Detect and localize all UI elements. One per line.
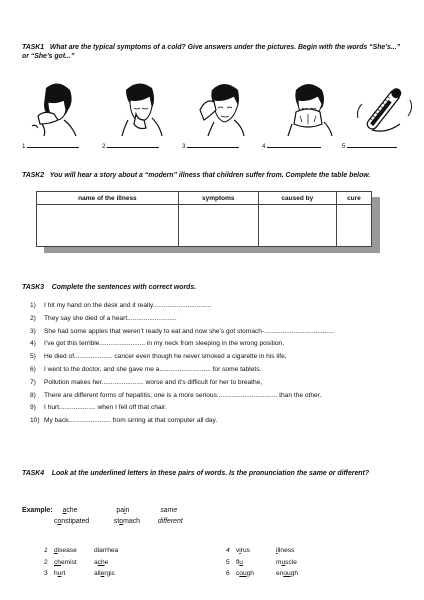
sentence-item[interactable]: 6) I went to the doctor, and she gave me a............................ for some tablets. xyxy=(30,365,262,373)
task4-instructions xyxy=(22,470,406,479)
header-cure: cure xyxy=(336,192,371,205)
task1-instructions xyxy=(22,44,406,61)
task1-label: TASK1 xyxy=(22,44,45,51)
task3-instructions xyxy=(22,284,406,293)
header-symptoms: symptoms xyxy=(178,192,258,205)
sentence-item[interactable]: 10) My back....................... from sirring at that computer all day. xyxy=(30,417,218,425)
header-caused-by: caused by xyxy=(258,192,336,205)
answer-blank-1[interactable]: 1 xyxy=(22,142,79,150)
word-pair[interactable]: 2 chemist ache xyxy=(44,558,109,566)
example-answer-same: same xyxy=(160,507,178,514)
header-name-of-illness: name of the illness xyxy=(37,192,179,205)
sentence-item[interactable]: 9) I hurt.................... when I fell off that chair. xyxy=(30,404,167,412)
example-word-constipated: constipated xyxy=(54,518,90,525)
sentence-item[interactable]: 5) He died of..................... cancer even though he never smoked a cigarette in his life, xyxy=(30,353,287,361)
task2-instructions xyxy=(22,172,406,181)
answer-blank-5[interactable]: 5 xyxy=(342,142,397,150)
task4-label: TASK4 xyxy=(22,470,45,477)
picture-runny-nose xyxy=(276,80,340,138)
cell-caused-by[interactable] xyxy=(258,205,336,247)
picture-headache xyxy=(192,80,256,138)
task3-text: Complete the sentences with correct words. xyxy=(51,284,197,291)
cell-cure[interactable] xyxy=(336,205,371,247)
cell-name-of-illness[interactable] xyxy=(37,205,179,247)
example-word-ache: ache xyxy=(62,507,78,514)
picture-thermometer xyxy=(352,80,416,138)
example-block xyxy=(22,505,183,527)
example-answer-different: different xyxy=(157,518,183,525)
example-word-pain: pain xyxy=(116,507,130,514)
sentence-item[interactable]: 1) I hit my hand on the desk and it really................................ xyxy=(30,302,212,309)
task4-text: Look at the underlined letters in these pairs of words. Is the pronunciation the same or different? xyxy=(51,470,370,477)
sentence-item[interactable]: 8) There are different forms of hepatitis; one is a more serious................................. than the other. xyxy=(30,391,322,399)
task3-label: TASK3 xyxy=(22,284,45,291)
task1-text: What are the typical symptoms of a cold? Give answers under the pictures. Begin with the words “She’s...” or “She’s got...” xyxy=(22,44,401,60)
sentence-item[interactable]: 7) Pollution makes her....................... worse and it’s difficult for her to breathe, xyxy=(30,378,263,386)
example-label: Example: xyxy=(22,507,53,514)
answer-blank-2[interactable]: 2 xyxy=(102,142,159,150)
task2-label: TASK2 xyxy=(22,172,45,179)
example-word-stomach: stomach xyxy=(113,518,140,525)
sentence-list xyxy=(30,300,410,428)
sentence-item[interactable]: 2) They say she died of a heart........................... xyxy=(30,314,177,322)
sentence-item[interactable]: 4) I’ve got this terrible......................... in my neck from sleeping in the wrong position, xyxy=(30,340,285,348)
picture-sneezing xyxy=(24,80,88,138)
answer-blank-4[interactable]: 4 xyxy=(262,142,321,150)
word-pair[interactable]: 3 hurt allergic xyxy=(44,570,115,577)
word-pair[interactable]: 6 cough enough xyxy=(226,570,299,577)
symptom-pictures xyxy=(16,80,408,152)
task2-text: You will hear a story about a “modern” illness that children suffer from. Complete the table below. xyxy=(49,172,371,179)
word-pairs-left xyxy=(44,545,118,580)
word-pair[interactable]: 4 virus illness xyxy=(226,547,295,554)
cell-symptoms[interactable] xyxy=(178,205,258,247)
answer-blank-3[interactable]: 3 xyxy=(182,142,239,150)
sentence-item[interactable]: 3) She had some apples that weren’t ready to eat and now she’s got stomach-...................................... xyxy=(30,327,334,335)
word-pair[interactable]: 5 flu muscle xyxy=(226,558,297,566)
word-pair[interactable]: 1 disease diarrhea xyxy=(44,547,119,554)
illness-table xyxy=(36,191,380,253)
picture-coughing xyxy=(108,80,172,138)
word-pairs-right xyxy=(226,545,298,580)
